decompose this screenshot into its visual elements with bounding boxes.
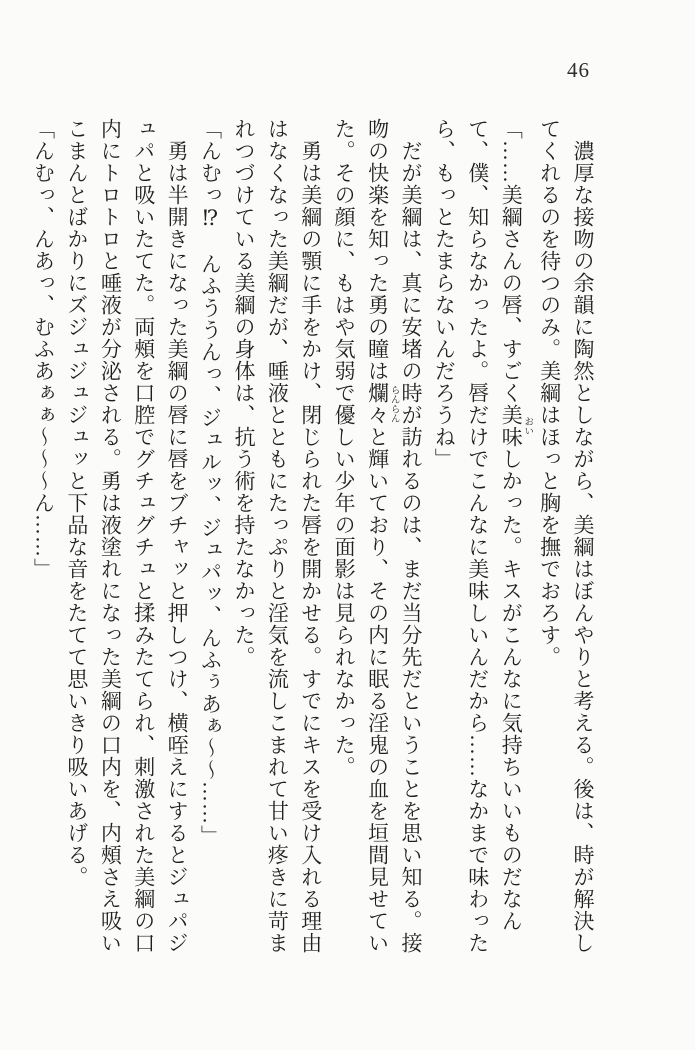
paragraph-7-dialogue: 「んむっ、んあっ、むふあぁぁ～～～ん……」 [31, 118, 56, 580]
paragraph-5-dialogue: 「んむっ⁉ んふううんっ、ジュルッ、ジュパッ、んふぅあぁ～～……」 [198, 118, 223, 847]
page-number: 46 [567, 58, 590, 82]
paragraph-2-dialogue: 「……美綱さんの唇、すごく美味 おいしかった。キスがこんなに気持ちいいものだなんて、僕、知らなかったよ。唇だけでこんなに美味しいんだから……なかまで味わったら、もっとたまらないんだろうね」 [432, 118, 533, 954]
ruby-annotation: 美味 おい [499, 404, 533, 448]
paragraph-6-narrative: 勇は半開きになった美綱の唇に唇をブチャッと押しつけ、横咥えにするとジュパジュパと吸いたてた。両頰を口腔でグチュグチュと揉みたてられ、刺激された美綱の口内にトロトロと唾液が分泌される。勇は液塗れになった美綱の口内を、内頰さえ吸いこまんとばかりにズジュジュジュッと下品な音をたてて思いきり吸いあげる。 [64, 118, 190, 954]
paragraph-1-narrative: 濃厚な接吻の余韻に陶然としながら、美綱はぼんやりと考える。後は、時が解決してくれるのを待つのみ。美綱はほっと胸を撫でおろす。 [537, 118, 595, 954]
paragraph-3-narrative: だが美綱は、真に安堵の時が訪れるのは、まだ当分先だということを思い知る。接吻の快楽を知った勇の瞳は爛々 らんらんと輝いており、その内に眠る淫鬼の血を垣間見せていた。その顔に、もはや気弱で優しい少年の面影は見られなかった。 [332, 118, 423, 954]
ruby-annotation: 爛々 らんらん [365, 382, 399, 426]
paragraph-4-narrative: 勇は美綱の顎に手をかけ、閉じられた唇を開かせる。すでにキスを受け入れる理由はなくなった美綱だが、唾液とともにたっぷりと淫気を流しこまれて甘い疼きに苛まれつづけている美綱の身体は、抗う術を持たなかった。 [231, 118, 323, 954]
text-body [26, 118, 599, 956]
